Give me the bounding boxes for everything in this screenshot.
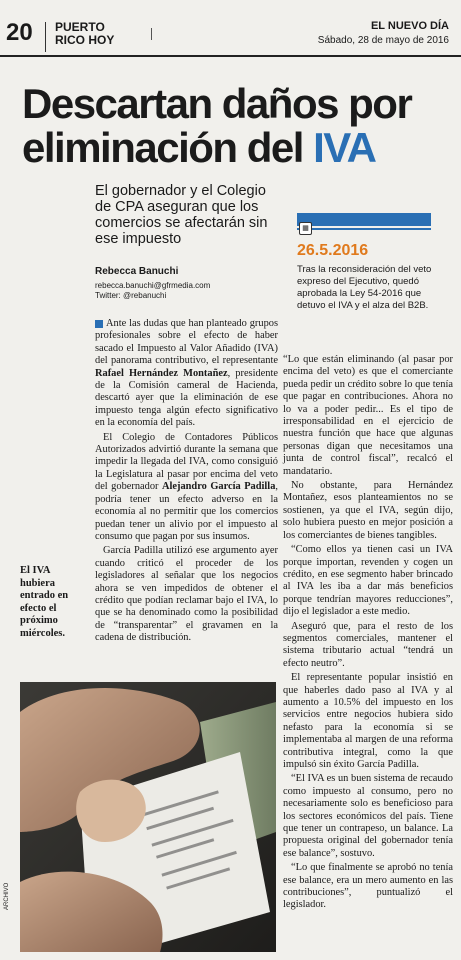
- newspaper-name: EL NUEVO DÍA: [370, 20, 449, 32]
- deck: El gobernador y el Colegio de CPA aseguran que los comercios se afectarán sin ese impuesto: [95, 183, 268, 247]
- photo-credit: ARCHIVO: [4, 882, 10, 910]
- header-rule: [0, 55, 461, 57]
- byline-email: rebecca.banuchi@gfrmedia.com: [95, 281, 211, 290]
- photo-receipt-and-money: [20, 682, 276, 952]
- paragraph: El representante popular insistió en que haberles dado paso al IVA y al aumento a 10.5% del impuesto en los servicios entre negocios hubiera sido nefasto para la economía si se implementaba al margen de una reforma contributiva integral, como la que impulsó sin éxito García Padilla.: [283, 672, 453, 770]
- headline-line1: Descartan daños por: [22, 80, 412, 127]
- paragraph: “Lo que finalmente se aprobó no tenía ese balance, era un mero aumento en las contribuciones”, puntualizó el legislador.: [283, 862, 453, 911]
- paragraph: “Lo que están eliminando (al pasar por encima del veto) es que el comerciante pueda pedir un crédito sobre lo que tenía que pagar en contribuciones. Ahora no lo va a poder pedir... Es el tipo de irresponsabilidad en el ejercicio de nuestra función que hace que algunas personas digan que necesitamos una junta de control fiscal”, recalcó el mandatario.: [283, 354, 453, 477]
- paragraph: Aseguró que, para el resto de los segmentos comerciales, mantener el sistema tributario actual “tendrá un efecto neutro”.: [283, 620, 453, 669]
- paragraph: “Como ellos ya tienen casi un IVA porque importan, revenden y cogen un crédito, en ese segmento haber brincado al IVA les iba a dar más beneficios porque tendrían mayores reducciones”, dijo el legislador a este medio.: [283, 544, 453, 618]
- paragraph: No obstante, para Hernández Montañez, esos planteamientos no se sostienen, ya que el IVA, según dijo, solo hubiera puesto en mejor posición a los comerciantes de bienes tangibles.: [283, 480, 453, 541]
- calendar-icon: ▦: [299, 222, 312, 235]
- square-bullet-icon: [95, 320, 103, 328]
- byline-author: Rebecca Banuchi: [95, 266, 179, 277]
- photo-illustration: [20, 682, 276, 952]
- photo-caption: El IVA hubiera entrado en efecto el próximo miércoles.: [20, 565, 69, 639]
- headline-iva: IVA: [313, 124, 376, 171]
- date-box-text: Tras la reconsideración del veto expreso del Ejecutivo, quedó aprobada la Ley 54-2016 que detuvo el IVA y el alza del B2B.: [297, 264, 432, 311]
- page-number: 20: [6, 19, 33, 46]
- article-column-1: [95, 318, 278, 647]
- article-column-2: [283, 354, 453, 914]
- date-box-date: 26.5.2016: [297, 242, 369, 259]
- publication-date: Sábado, 28 de mayo de 2016: [317, 35, 449, 46]
- paragraph: Ante las dudas que han planteado grupos profesionales sobre el efecto de haber sacado el Impuesto al Valor Añadido (IVA) del panorama contributivo, el representante Rafael Hernández Montañez, presidente de la Comisión cameral de Hacienda, descartó ayer que la eliminación de ese impuesto tenga algún efecto significativo en la economía del país.: [95, 318, 278, 429]
- headline-line2: eliminación del: [22, 124, 314, 171]
- headline: [22, 82, 447, 170]
- byline-twitter: Twitter: @rebanuchi: [95, 291, 167, 300]
- paragraph: El Colegio de Contadores Públicos Autorizados advirtió durante la semana que impedir la llegada del IVA, como consiguió la Legislatura al pasar por encima del veto del gobernador Alejandro García Padilla, podría tener un efecto adverso en la economía al no permitir que los comercios puedan tener un alivio por el impuesto al consumo que pagan por sus insumos.: [95, 431, 278, 542]
- paragraph: “El IVA es un buen sistema de recaudo como impuesto al consumo, pero no necesariamente solo es beneficioso para los sectores económicos del país. Tiene que tener un contrapeso, un balance. La propuesta original del gobernador tenía ese balance”, sostuvo.: [283, 773, 453, 859]
- header-divider: [45, 22, 46, 52]
- date-box-rule: [297, 228, 431, 230]
- date-box-bar: [297, 213, 431, 226]
- paragraph: García Padilla utilizó ese argumento ayer cuando criticó el proceder de los legisladores al señalar que los negocios ahora se ven impedidos de obtener el crédito que podían reclamar bajo el IVA, lo que se ha denominado como la posibilidad de “transparentar” el gravamen en la cadena de distribución.: [95, 545, 278, 644]
- section-name: PUERTO RICO HOY: [55, 20, 115, 47]
- header-separator: [151, 28, 152, 40]
